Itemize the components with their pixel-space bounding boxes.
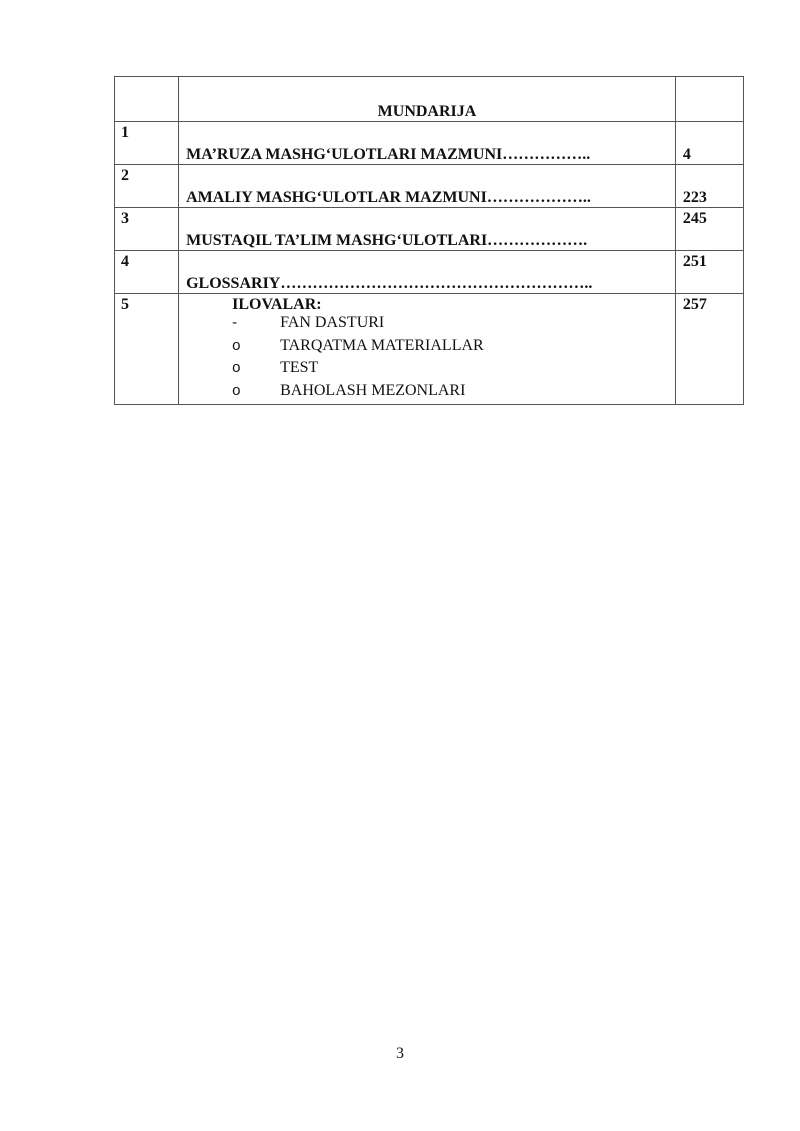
toc-row-number: 3 — [115, 208, 179, 251]
bullet-marker: o — [232, 336, 241, 354]
toc-row-number: 1 — [115, 122, 179, 165]
toc-row-page-cell — [675, 122, 743, 165]
toc-row-page: 245 — [682, 210, 707, 227]
toc-row — [115, 208, 744, 251]
toc-row-page: 4 — [682, 146, 691, 163]
appendix-item-label: FAN DASTURI — [280, 314, 385, 331]
toc-header-row — [115, 77, 744, 122]
toc-row-number: 2 — [115, 165, 179, 208]
toc-row-number: 5 — [115, 294, 179, 405]
toc-row-title: MUSTAQIL TA’LIM MASHG‘ULOTLARI………………. — [186, 232, 588, 249]
toc-row — [115, 122, 744, 165]
toc-header-title-cell — [179, 77, 676, 122]
toc-row-title-cell — [179, 208, 676, 251]
bullet-marker: o — [232, 359, 241, 376]
toc-header-page-cell — [675, 77, 743, 122]
appendix-title: ILOVALAR: — [232, 296, 322, 313]
toc-row — [115, 251, 744, 294]
appendix-item-label: TARQATMA MATERIALLAR — [280, 336, 484, 354]
toc-row-page-cell — [675, 251, 743, 294]
toc-appendix-row — [115, 294, 744, 405]
appendix-item — [232, 382, 675, 405]
appendix-item — [232, 337, 675, 360]
bullet-marker: - — [232, 314, 238, 331]
table-of-contents — [114, 76, 744, 405]
toc-heading: MUNDARIJA — [377, 103, 477, 120]
toc-row-title-cell — [179, 122, 676, 165]
appendix-item — [232, 359, 675, 382]
toc-row-page: 257 — [682, 296, 707, 313]
toc-row-title-cell — [179, 165, 676, 208]
toc-row-title: MA’RUZA MASHG‘ULOTLARI MAZMUNI…………….. — [186, 146, 591, 163]
toc-row-title: GLOSSARIY………………………………………………….. — [186, 275, 593, 292]
appendix-item — [232, 314, 675, 337]
bullet-marker: o — [232, 381, 241, 399]
toc-row-page: 251 — [682, 253, 707, 270]
toc-appendix-cell — [179, 294, 676, 405]
toc-row-title: AMALIY MASHG‘ULOTLAR MAZMUNI……………….. — [186, 189, 591, 206]
toc-row-title-cell — [179, 251, 676, 294]
toc-header-num-cell — [115, 77, 179, 122]
page-number: 3 — [396, 1045, 404, 1062]
toc-row-number: 4 — [115, 251, 179, 294]
toc-row-page-cell — [675, 294, 743, 405]
toc-row-page-cell — [675, 208, 743, 251]
toc-row — [115, 165, 744, 208]
appendix-item-label: TEST — [280, 359, 319, 376]
appendix-item-label: BAHOLASH MEZONLARI — [280, 381, 466, 399]
toc-row-page: 223 — [682, 189, 707, 206]
toc-row-page-cell — [675, 165, 743, 208]
